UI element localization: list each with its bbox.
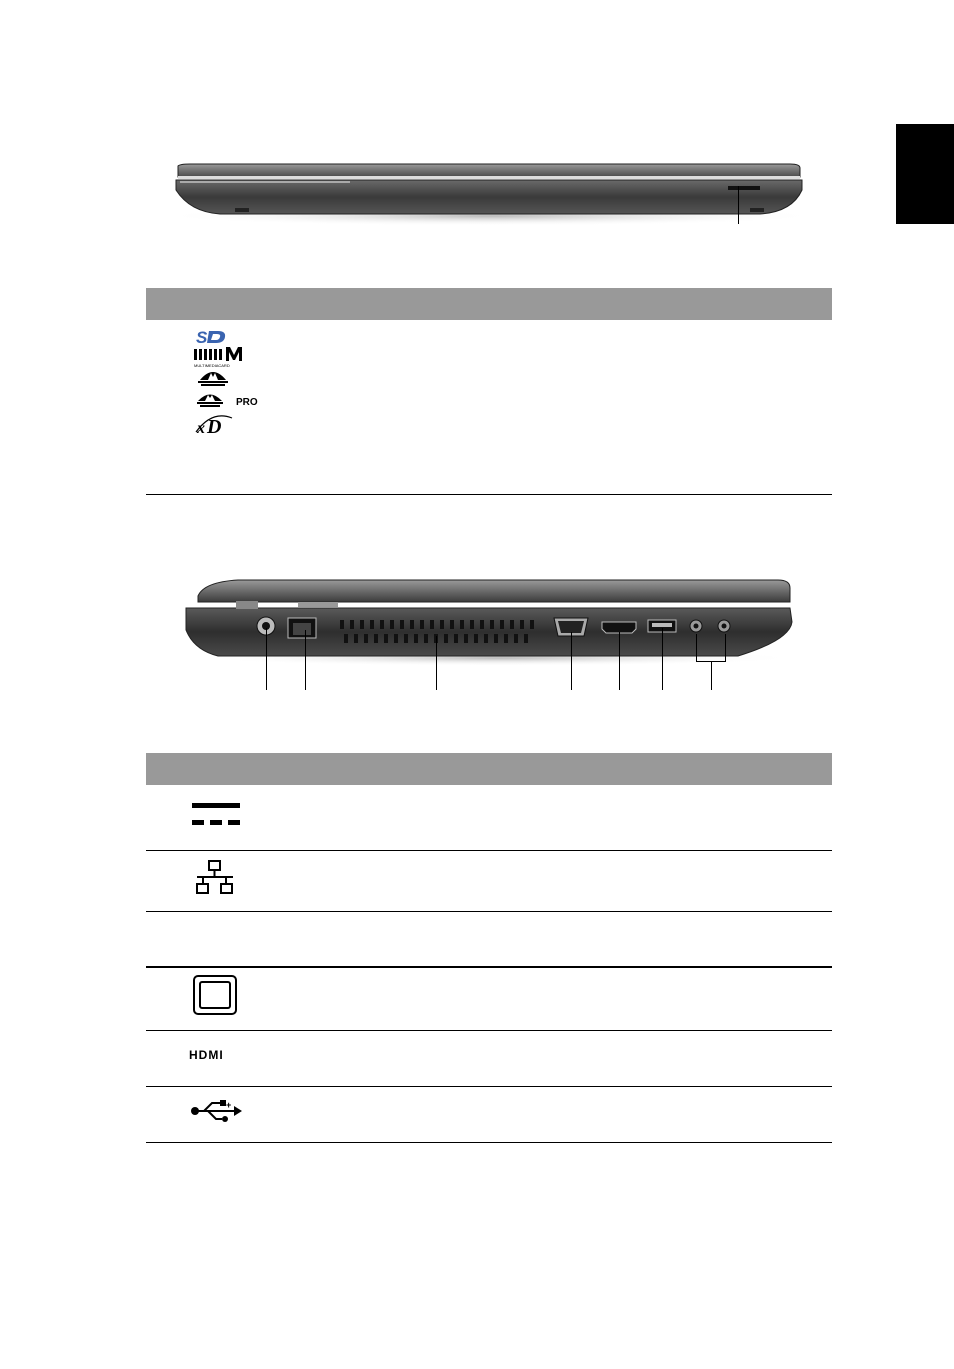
left-table-rule-1	[146, 850, 832, 851]
callout-line-5	[619, 632, 620, 690]
callout-line-7	[711, 662, 712, 690]
front-table-icon-cell	[190, 328, 260, 438]
left-table-rule-4	[146, 1030, 832, 1031]
memory-stick-pro-icon	[196, 392, 260, 408]
memory-stick-icon	[196, 370, 230, 388]
svg-text:PRO: PRO	[236, 397, 258, 408]
left-table-header	[146, 753, 832, 785]
left-table-bottom-rule	[146, 1142, 832, 1143]
svg-text:MULTIMEDIACARD: MULTIMEDIACARD	[194, 363, 230, 368]
callout-line-4	[571, 632, 572, 690]
svg-text:D: D	[207, 416, 222, 436]
multimediacard-icon	[194, 347, 248, 369]
svg-text:x: x	[197, 420, 205, 436]
usb-icon	[190, 1100, 242, 1126]
sd-card-icon	[194, 328, 230, 346]
front-callout-line	[738, 186, 739, 224]
dc-in-icon	[192, 803, 240, 827]
callout-bracket	[696, 634, 726, 662]
left-table-rule-2	[146, 911, 832, 912]
callout-line-1	[266, 628, 267, 690]
xd-picture-card-icon	[194, 414, 234, 436]
language-tab	[896, 124, 954, 224]
ethernet-icon	[195, 860, 235, 896]
callout-line-3	[436, 636, 437, 690]
front-table-bottom-rule	[146, 494, 832, 495]
left-table-rule-3	[146, 966, 832, 968]
hdmi-icon: HDMI	[189, 1048, 224, 1062]
laptop-front-view	[160, 150, 820, 230]
callout-line-6	[662, 628, 663, 690]
front-table-header	[146, 288, 832, 320]
svg-text:+: +	[226, 1100, 232, 1110]
callout-line-2	[305, 630, 306, 690]
svg-text:S: S	[196, 328, 208, 346]
vga-icon	[193, 975, 237, 1015]
left-table-rule-5	[146, 1086, 832, 1087]
